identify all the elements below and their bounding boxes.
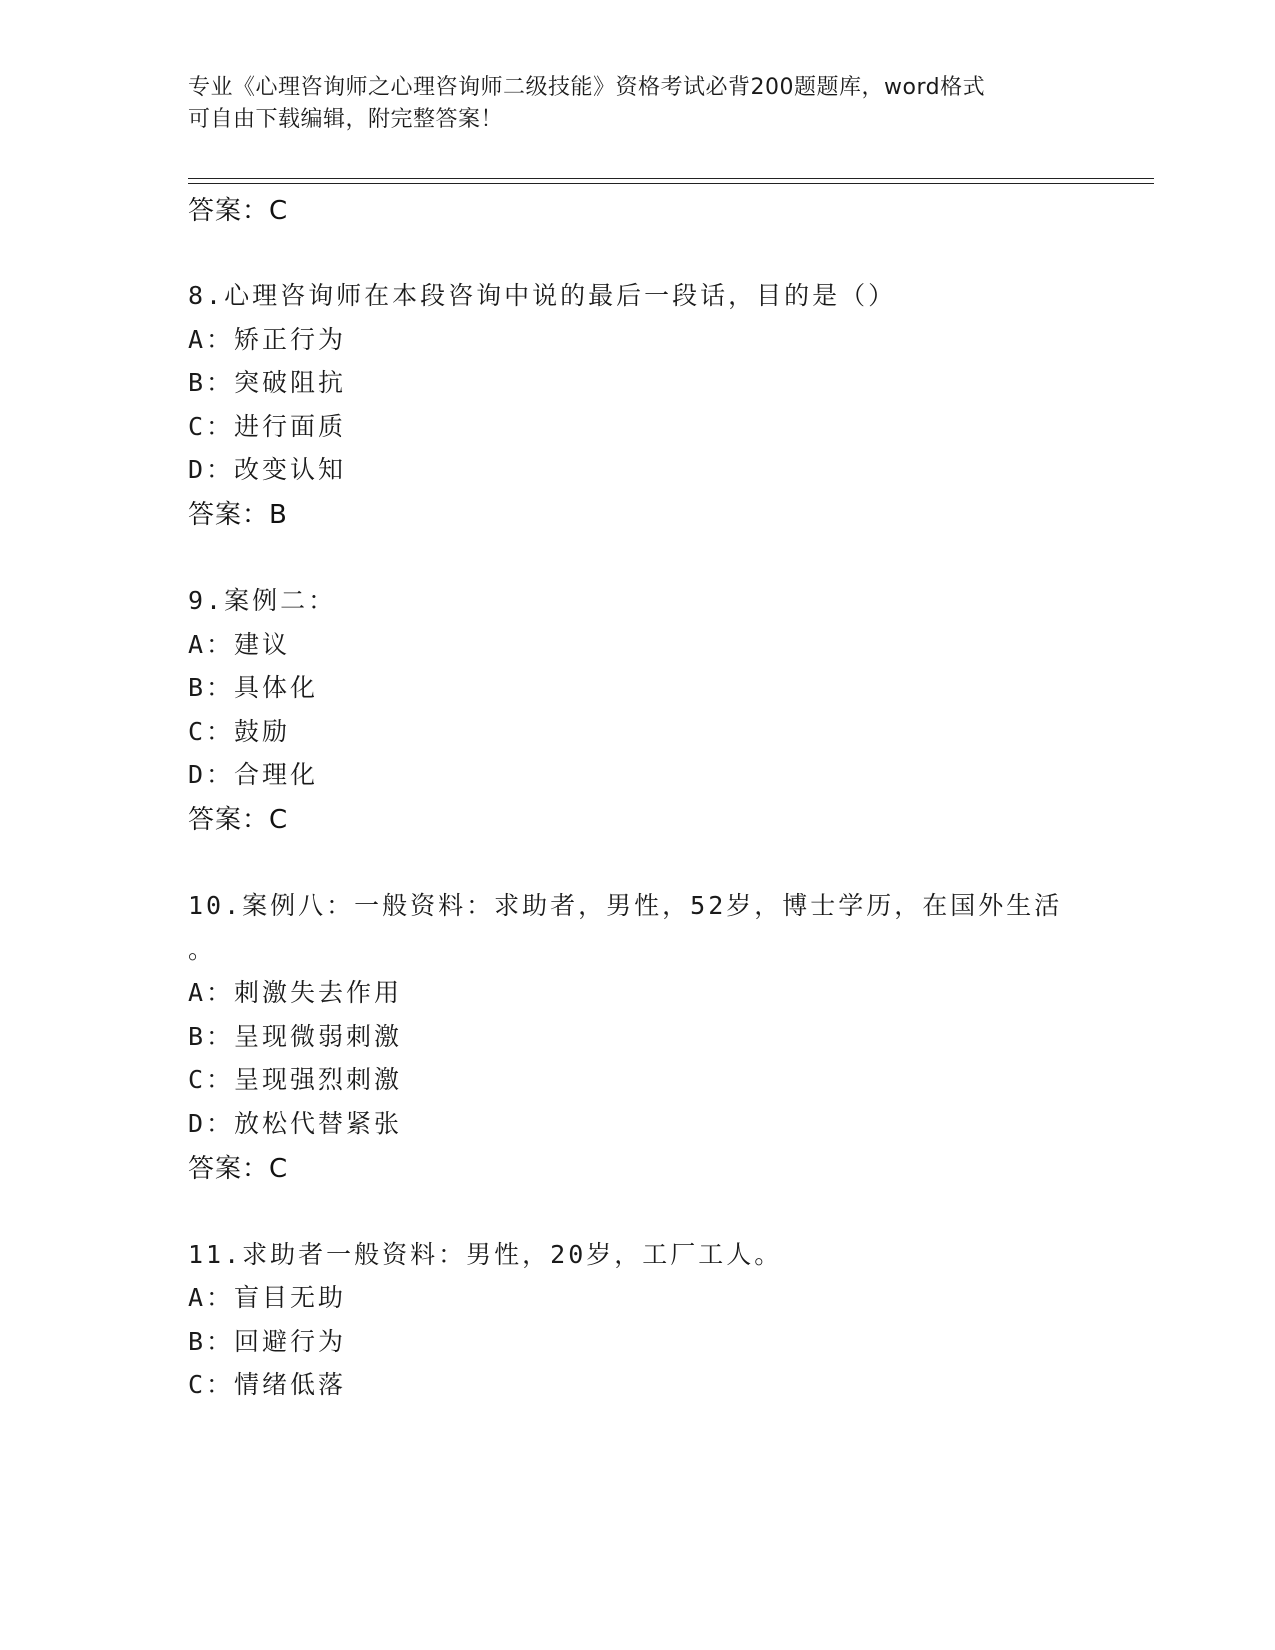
- question-8-answer: 答案：B: [188, 500, 288, 530]
- question-11-option-a: A：盲目无助: [188, 1283, 347, 1312]
- question-10-option-b: B：呈现微弱刺激: [188, 1022, 403, 1051]
- question-9-option-a: A：建议: [188, 630, 291, 659]
- question-10-option-d: D：放松代替紧张: [188, 1109, 403, 1138]
- question-8-option-a: A：矫正行为: [188, 325, 347, 354]
- question-8-option-c: C：进行面质: [188, 412, 347, 441]
- header-title-line-2: 可自由下载编辑，附完整答案！: [188, 107, 504, 132]
- question-10-answer: 答案：C: [188, 1154, 289, 1184]
- question-9-option-c: C：鼓励: [188, 717, 291, 746]
- question-8-option-d: D：改变认知: [188, 455, 347, 484]
- question-11-option-b: B：回避行为: [188, 1327, 347, 1356]
- question-9-text: 9.案例二：: [188, 586, 337, 615]
- question-10-text-continued: 。: [188, 935, 217, 964]
- previous-answer: 答案：C: [188, 196, 289, 226]
- question-10-option-a: A：刺激失去作用: [188, 978, 403, 1007]
- header-title-line-1: 专业《心理咨询师之心理咨询师二级技能》资格考试必背200题题库，word格式: [188, 75, 986, 100]
- question-8-option-b: B：突破阻抗: [188, 368, 347, 397]
- question-10-text: 10.案例八：一般资料：求助者，男性，52岁，博士学历，在国外生活: [188, 891, 1063, 920]
- question-11-text: 11.求助者一般资料：男性，20岁，工厂工人。: [188, 1240, 783, 1269]
- question-9-option-d: D：合理化: [188, 760, 319, 789]
- header-divider-bottom: [188, 183, 1154, 184]
- question-11-option-c: C：情绪低落: [188, 1370, 347, 1399]
- document-header: [188, 72, 1088, 136]
- question-9-option-b: B：具体化: [188, 673, 319, 702]
- header-divider-top: [188, 178, 1154, 179]
- question-10-option-c: C：呈现强烈刺激: [188, 1065, 403, 1094]
- question-9-answer: 答案：C: [188, 805, 289, 835]
- question-8-text: 8.心理咨询师在本段咨询中说的最后一段话，目的是（）: [188, 281, 897, 310]
